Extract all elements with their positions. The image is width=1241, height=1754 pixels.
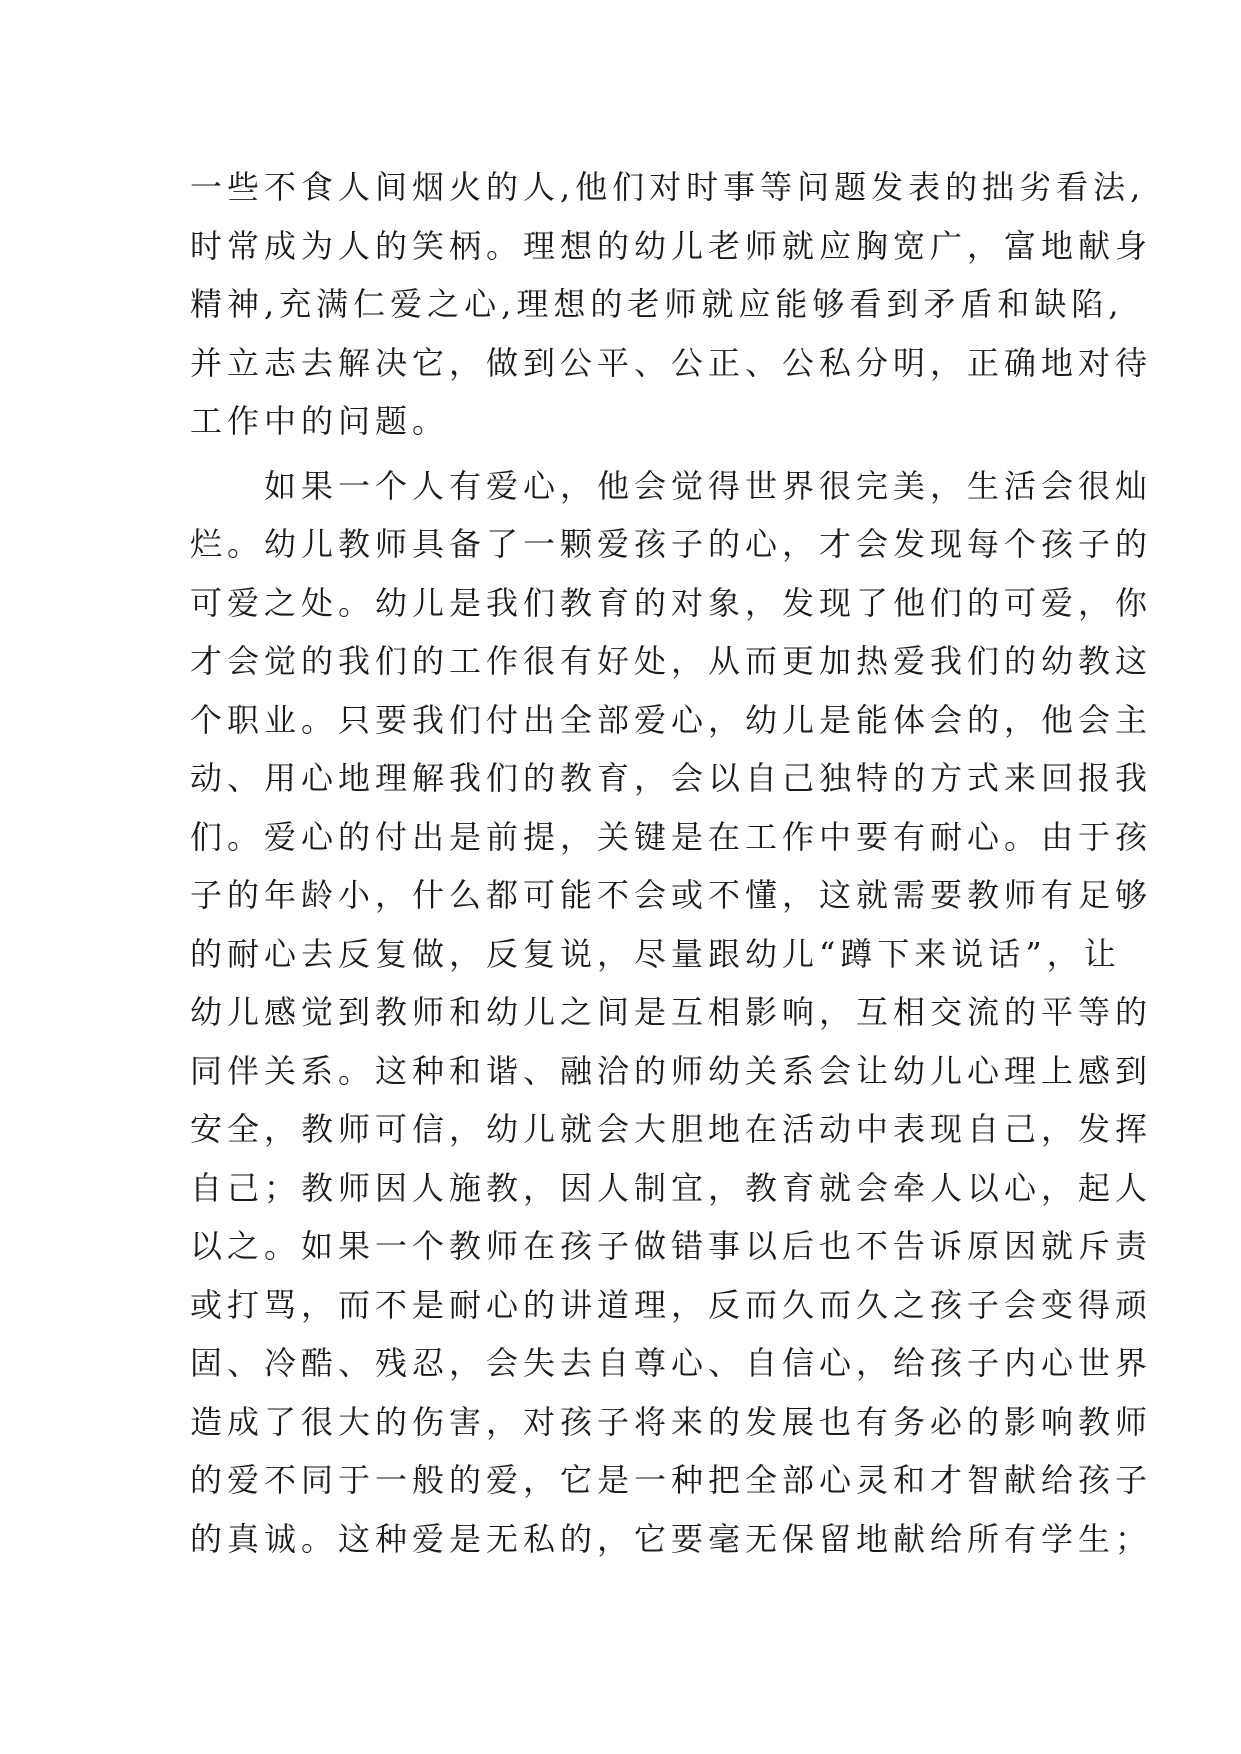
- text-line: 可爱之处。幼儿是我们教育的对象，发现了他们的可爱，你: [190, 583, 1153, 622]
- text-line: 的爱不同于一般的爱，它是一种把全部心灵和才智献给孩子: [190, 1461, 1153, 1499]
- body-text: [190, 158, 1153, 1568]
- text-line: 幼儿感觉到教师和幼儿之间是互相影响，互相交流的平等的: [190, 993, 1153, 1031]
- text-line: 子的年龄小，什么都可能不会或不懂，这就需要教师有足够: [190, 876, 1153, 914]
- text-line: 同伴关系。这种和谐、融洽的师幼关系会让幼儿心理上感到: [190, 1051, 1153, 1090]
- text-line: 如果一个人有爱心，他会觉得世界很完美，生活会很灿: [190, 466, 1153, 505]
- text-line: 一些不食人间烟火的人,他们对时事等问题发表的拙劣看法,: [190, 168, 1146, 206]
- text-line: 烂。幼儿教师具备了一颗爱孩子的心，才会发现每个孩子的: [190, 525, 1153, 563]
- text-line: 以之。如果一个教师在孩子做错事以后也不告诉原因就斥责: [190, 1227, 1153, 1265]
- text-line: 造成了很大的伤害，对孩子将来的发展也有务必的影响教师: [190, 1402, 1153, 1441]
- text-line: 并立志去解决它，做到公平、公正、公私分明，正确地对待: [190, 343, 1153, 382]
- text-line: 才会觉的我们的工作很有好处，从而更加热爱我们的幼教这: [190, 642, 1153, 680]
- text-line: 自己；教师因人施教，因人制宜，教育就会牵人以心，起人: [190, 1168, 1153, 1207]
- text-line: 工作中的问题。: [190, 402, 450, 440]
- text-line: 时常成为人的笑柄。理想的幼儿老师就应胸宽广，富地献身: [190, 226, 1153, 265]
- paragraph-2: [190, 457, 1153, 1569]
- text-line: 固、冷酷、残忍，会失去自尊心、自信心，给孩子内心世界: [190, 1344, 1153, 1382]
- text-line: 的耐心去反复做，反复说，尽量跟幼儿“蹲下来说话”，让: [190, 934, 1121, 973]
- text-line: 精神,充满仁爱之心,理想的老师就应能够看到矛盾和缺陷,: [190, 285, 1124, 323]
- text-line: 动、用心地理解我们的教育，会以自己独特的方式来回报我: [190, 759, 1153, 797]
- text-line: 或打骂，而不是耐心的讲道理，反而久而久之孩子会变得顽: [190, 1285, 1153, 1324]
- text-line: 们。爱心的付出是前提，关键是在工作中要有耐心。由于孩: [190, 817, 1153, 856]
- paragraph-1: [190, 158, 1153, 451]
- text-line: 的真诚。这种爱是无私的，它要毫无保留地献给所有学生；: [190, 1519, 1153, 1558]
- text-line: 个职业。只要我们付出全部爱心，幼儿是能体会的，他会主: [190, 700, 1153, 739]
- text-line: 安全，教师可信，幼儿就会大胆地在活动中表现自己，发挥: [190, 1110, 1153, 1148]
